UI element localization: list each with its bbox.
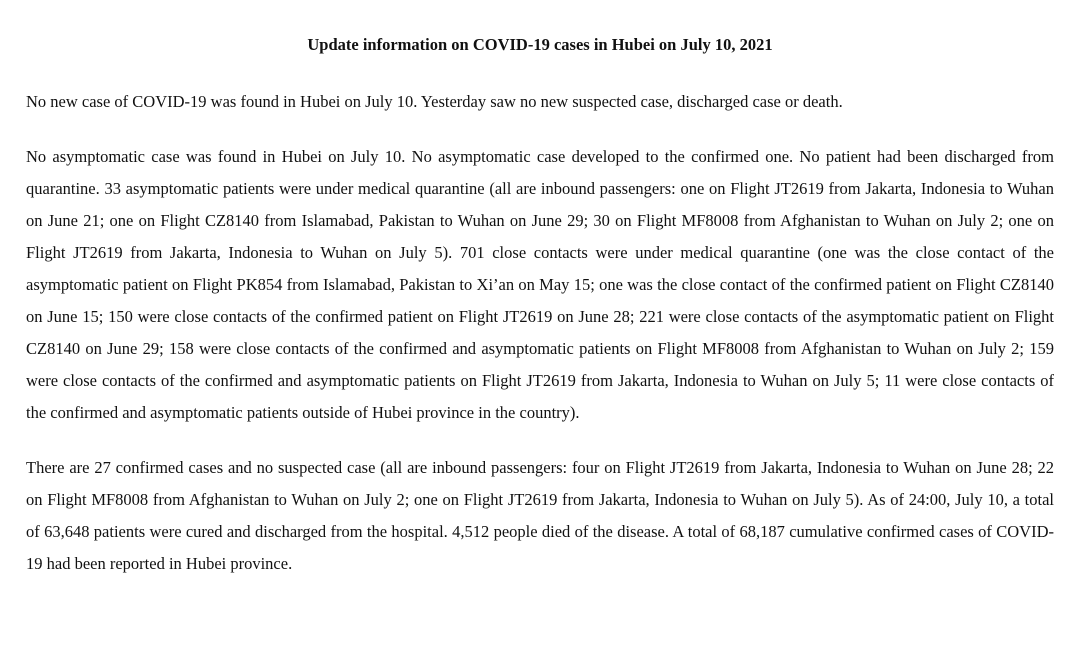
document-title: Update information on COVID-19 cases in Hubei on July 10, 2021 [307,35,773,54]
document-body [26,34,1054,580]
paragraph-confirmed-cases: There are 27 confirmed cases and no suspected case (all are inbound passengers: four on Flight JT2619 from Jakarta, Indonesia to Wuhan on June 28; 22 on Flight MF8008 from Afghanistan to Wuhan on July 2; one on Flight JT2619 from Jakarta, Indonesia to Wuhan on July 5). As of 24:00, July 10, a total of 63,648 patients were cured and discharged from the hospital. 4,512 people died of the disease. A total of 68,187 cumulative confirmed cases of COVID-19 had been reported in Hubei province. [26,458,1054,573]
paragraph-new-cases: No new case of COVID-19 was found in Hubei on July 10. Yesterday saw no new suspected case, discharged case or death. [26,92,843,111]
paragraph-asymptomatic-cases: No asymptomatic case was found in Hubei on July 10. No asymptomatic case developed to the confirmed one. No patient had been discharged from quarantine. 33 asymptomatic patients were under medical quarantine (all are inbound passengers: one on Flight JT2619 from Jakarta, Indonesia to Wuhan on June 21; one on Flight CZ8140 from Islamabad, Pakistan to Wuhan on June 29; 30 on Flight MF8008 from Afghanistan to Wuhan on July 2; one on Flight JT2619 from Jakarta, Indonesia to Wuhan on July 5). 701 close contacts were under medical quarantine (one was the close contact of the asymptomatic patient on Flight PK854 from Islamabad, Pakistan to Xi’an on May 15; one was the close contact of the confirmed patient on Flight CZ8140 on June 15; 150 were close contacts of the confirmed patient on Flight JT2619 on June 28; 221 were close contacts of the asymptomatic patient on Flight CZ8140 on June 29; 158 were close contacts of the confirmed and asymptomatic patients on Flight MF8008 from Afghanistan to Wuhan on July 2; 159 were close contacts of the confirmed and asymptomatic patients on Flight JT2619 from Jakarta, Indonesia to Wuhan on July 5; 11 were close contacts of the confirmed and asymptomatic patients outside of Hubei province in the country). [26,147,1054,422]
